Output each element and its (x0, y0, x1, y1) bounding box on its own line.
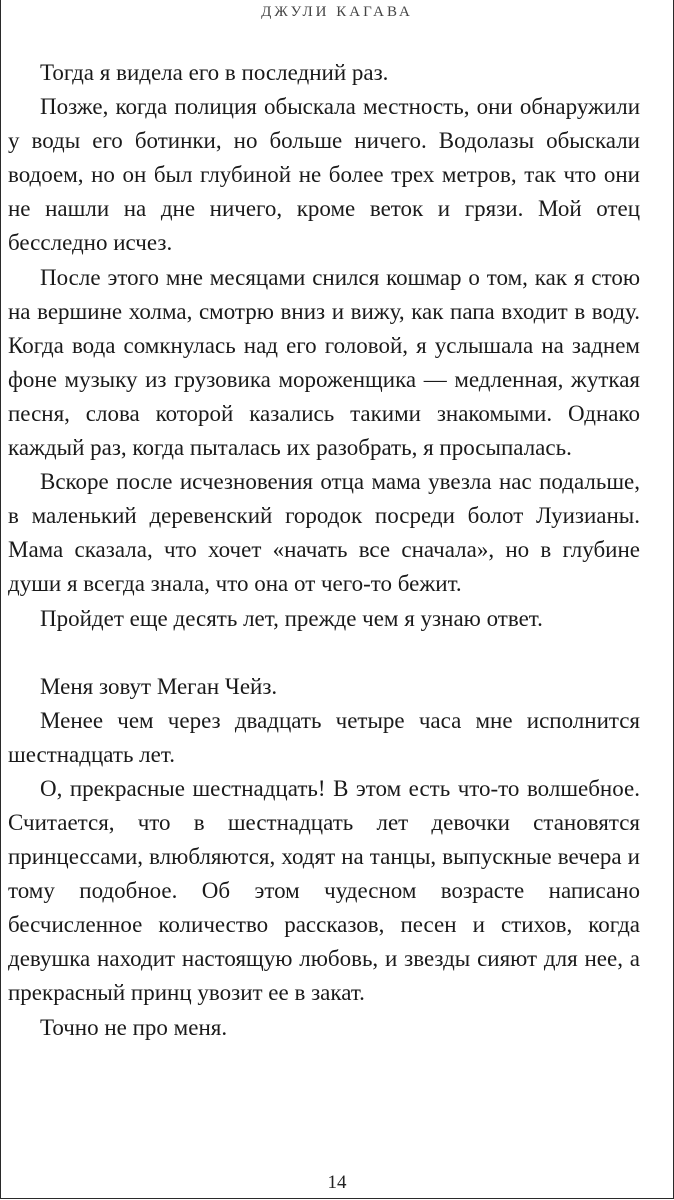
paragraph: Менее чем через двадцать четыре часа мне исполнится шестнадцать лет. (8, 707, 640, 767)
section-break (8, 636, 640, 670)
running-head: ДЖУЛИ КАГАВА (261, 4, 413, 20)
paragraph: Меня зовут Меган Чейз. (40, 673, 278, 699)
paragraph: Позже, когда полиция обыскала местность, они обнаружили у воды его ботинки, но больше ничего. Водолазы обыскали водоем, но он был глубиной не более трех метров, так что они не нашли на дне ничего, кроме веток и грязи. Мой отец бесследно исчез. (8, 94, 640, 256)
paragraph: Точно не про меня. (40, 1014, 228, 1040)
paragraph: Вскоре после исчезновения отца мама увезла нас подальше, в маленький деревенский городок посреди болот Луизианы. Мама сказала, что хочет «начать все сначала», но в глубине души я всегда знала, что она от чего-то бежит. (8, 469, 640, 597)
paragraph: Пройдет еще десять лет, прежде чем я узнаю ответ. (40, 605, 543, 631)
paragraph: О, прекрасные шестнадцать! В этом есть что-то волшебное. Считается, что в шестнадцать лет девочки становятся принцессами, влюбляются, ходят на танцы, выпускные вечера и тому подобное. Об этом чудесном возрасте написано бесчисленное количество рассказов, песен и стихов, когда девушка находит настоящую любовь, и звезды сияют для нее, а прекрасный принц увозит ее в закат. (8, 775, 640, 1006)
page-number: 14 (327, 1172, 347, 1193)
paragraph: После этого мне месяцами снился кошмар о том, как я стою на вершине холма, смотрю вниз и вижу, как папа входит в воду. Когда вода сомкнулась над его головой, я услышала на заднем фоне музыку из грузовика мороженщика — медленная, жуткая песня, слова которой казались такими знакомыми. Однако каждый раз, когда пыталась их разобрать, я просыпалась. (8, 264, 640, 461)
body-text (8, 56, 640, 1045)
paragraph: Тогда я видела его в последний раз. (40, 60, 389, 85)
